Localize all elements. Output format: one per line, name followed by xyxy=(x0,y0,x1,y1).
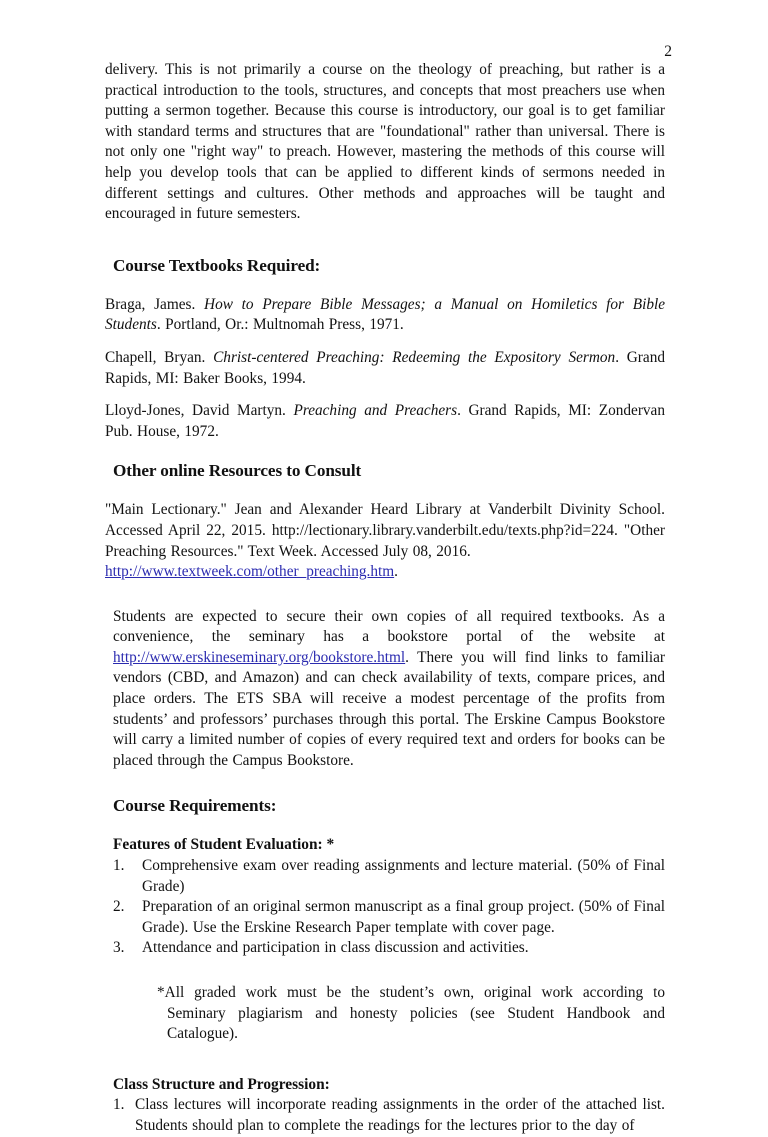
evaluation-list xyxy=(113,856,665,959)
textbook-publication: . Grand Rapids, MI: Baker Books, 1994. xyxy=(105,348,665,387)
spacer xyxy=(105,771,665,795)
list-marker: 1. xyxy=(113,1096,125,1114)
heading-course-textbooks: Course Textbooks Required: xyxy=(113,255,321,275)
textweek-link[interactable]: http://www.textweek.com/other_preaching.htm xyxy=(105,563,395,581)
textbook-author: Chapell, Bryan. xyxy=(105,348,214,366)
bookstore-note-after: . There you will find links to familiar vendors (CBD, and Amazon) and can check availability of texts, compare prices, and place orders. The ETS SBA will receive a modest percentage of the profits from students’ and professors’ purchases through this portal. The Erskine Campus Bookstore will carry a limited number of copies of every required text and orders for books can be placed through the Campus Bookstore. xyxy=(113,648,665,769)
page-number: 2 xyxy=(664,43,672,60)
plagiarism-footnote: *All graded work must be the student’s own, original work according to Seminary plagiarism and honesty policies (see Student Handbook and Catalogue). xyxy=(157,984,665,1043)
textbook-publication: . Grand Rapids, MI: Zondervan Pub. House, 1972. xyxy=(105,402,665,440)
spacer xyxy=(105,482,665,500)
heading-features-of-student-evaluation: Features of Student Evaluation: * xyxy=(113,836,335,854)
citation-main-lectionary: "Main Lectionary." Jean and Alexander Heard Library at Vanderbilt Divinity School. Accessed April 22, 2015. http://lectionary.library.vanderbilt.edu/texts.php?id=224. xyxy=(105,501,665,539)
textbook-entry xyxy=(105,295,665,336)
heading-class-structure-and-progression: Class Structure and Progression: xyxy=(113,1075,330,1093)
spacer xyxy=(105,389,665,401)
textbook-author: Braga, James. xyxy=(105,295,205,313)
citation-other-preaching: "Other Preaching Resources." Text Week. Accessed July 08, 2016. xyxy=(105,521,665,560)
textbook-title: Preaching and Preachers xyxy=(293,402,458,420)
online-resource-citations xyxy=(105,500,665,582)
spacer xyxy=(105,336,665,348)
spacer xyxy=(105,442,665,460)
spacer xyxy=(105,1045,665,1075)
heading-course-requirements: Course Requirements: xyxy=(113,796,277,816)
textbook-publication: . Portland, Or.: Multnomah Press, 1971. xyxy=(156,316,404,334)
list-marker: 2. xyxy=(113,898,125,916)
spacer xyxy=(105,225,665,255)
heading-other-online-resources: Other online Resources to Consult xyxy=(113,461,362,481)
list-item xyxy=(113,897,665,938)
list-marker: 1. xyxy=(113,857,125,875)
list-item xyxy=(113,938,665,959)
spacer xyxy=(105,959,665,983)
list-item xyxy=(113,1095,665,1136)
intro-paragraph: delivery. This is not primarily a course on the theology of preaching, but rather is a practical introduction to the tools, structures, and concepts that most preachers use when putting a sermon together. Because this course is introductory, our goal is to get familiar with standard terms and structures that are "foundational" rather than universal. There is not only one "right way" to preach. However, mastering the methods of this course will help you develop tools that can be applied to different kinds of sermons needed in different settings and cultures. Other methods and approaches will be taught and encouraged in future semesters. xyxy=(105,61,665,223)
textbook-title: How to Prepare Bible Messages; a Manual on Homiletics for Bible Students xyxy=(105,295,666,334)
page-content xyxy=(105,60,665,1137)
citation-period: . xyxy=(394,563,398,581)
list-marker: 3. xyxy=(113,939,125,957)
textbook-title: Christ-centered Preaching: Redeeming the Expository Sermon xyxy=(213,348,616,366)
textbook-entry xyxy=(105,401,665,442)
list-item-text: Class lectures will incorporate reading assignments in the order of the attached list. Students should plan to complete the readings for the lectures prior to the day of xyxy=(135,1096,665,1134)
spacer xyxy=(105,817,665,835)
textbook-entry xyxy=(105,348,665,389)
spacer xyxy=(105,277,665,295)
bookstore-note-before: Students are expected to secure their own copies of all required textbooks. As a convenience, the seminary has a bookstore portal of the website at xyxy=(113,607,665,646)
textbook-author: Lloyd-Jones, David Martyn. xyxy=(105,402,294,420)
list-item-text: Preparation of an original sermon manuscript as a final group project. (50% of Final Grade). Use the Erskine Research Paper template with cover page. xyxy=(142,898,665,936)
bookstore-note xyxy=(113,607,665,772)
spacer xyxy=(105,583,665,607)
list-item-text: Attendance and participation in class discussion and activities. xyxy=(142,939,529,957)
class-structure-list xyxy=(113,1095,665,1136)
list-item xyxy=(113,856,665,897)
list-item-text: Comprehensive exam over reading assignments and lecture material. (50% of Final Grade) xyxy=(142,857,665,895)
bookstore-link[interactable]: http://www.erskineseminary.org/bookstore.html xyxy=(113,648,406,666)
